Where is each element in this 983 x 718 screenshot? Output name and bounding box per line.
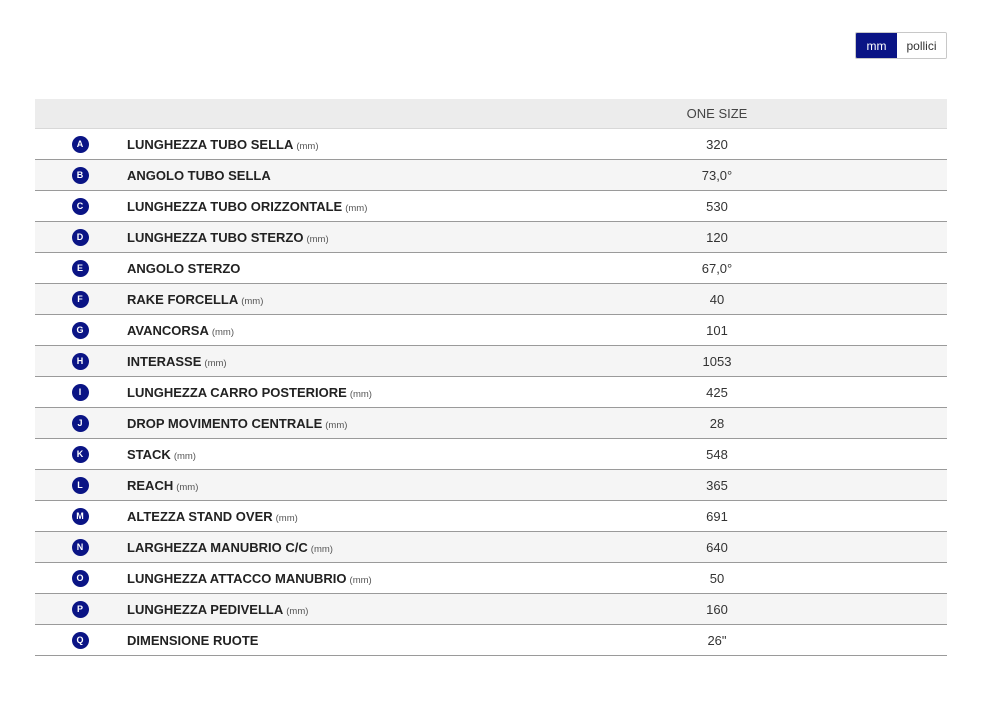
empty-cell	[857, 594, 947, 625]
measure-name: LARGHEZZA MANUBRIO C/C	[127, 539, 308, 555]
measure-unit: (mm)	[211, 326, 235, 338]
measure-label-cell	[127, 563, 577, 594]
measure-letter-badge: P	[72, 601, 89, 618]
measure-name: DROP MOVIMENTO CENTRALE	[127, 415, 323, 431]
measure-letter-badge: B	[72, 167, 89, 184]
measure-name: INTERASSE	[127, 353, 202, 369]
measure-value: 101	[577, 315, 857, 346]
measure-letter-cell	[35, 253, 127, 284]
table-row	[35, 470, 947, 501]
measure-letter-cell	[35, 160, 127, 191]
header-empty-cell	[35, 99, 127, 129]
measure-value: 28	[577, 408, 857, 439]
measure-letter-badge: L	[72, 477, 89, 494]
measure-letter-badge: I	[72, 384, 89, 401]
measure-label-cell	[127, 253, 577, 284]
measure-letter-badge: G	[72, 322, 89, 339]
unit-mm-button[interactable]: mm	[856, 33, 897, 58]
measure-letter-cell	[35, 563, 127, 594]
table-row	[35, 191, 947, 222]
measure-value: 530	[577, 191, 857, 222]
empty-cell	[857, 625, 947, 656]
table-row	[35, 160, 947, 191]
measure-name: LUNGHEZZA TUBO ORIZZONTALE	[127, 198, 343, 214]
measure-label-cell	[127, 439, 577, 470]
measure-label-cell	[127, 501, 577, 532]
measure-value: 548	[577, 439, 857, 470]
table-row	[35, 377, 947, 408]
measure-value: 320	[577, 129, 857, 160]
measure-letter-badge: M	[72, 508, 89, 525]
measure-value: 640	[577, 532, 857, 563]
measure-letter-cell	[35, 346, 127, 377]
size-column-header: ONE SIZE	[577, 99, 857, 129]
empty-cell	[857, 191, 947, 222]
empty-cell	[857, 439, 947, 470]
empty-cell	[857, 470, 947, 501]
measure-name: RAKE FORCELLA	[127, 291, 239, 307]
measure-unit: (mm)	[241, 295, 264, 307]
table-row	[35, 563, 947, 594]
measure-name: LUNGHEZZA ATTACCO MANUBRIO	[127, 570, 347, 586]
measure-letter-cell	[35, 377, 127, 408]
measure-unit: (mm)	[204, 357, 227, 369]
empty-cell	[857, 532, 947, 563]
measure-label-cell	[127, 129, 577, 160]
table-header-row	[35, 99, 947, 129]
measure-name: LUNGHEZZA CARRO POSTERIORE	[127, 384, 347, 400]
empty-cell	[857, 408, 947, 439]
table-row	[35, 346, 947, 377]
measure-unit: (mm)	[296, 140, 319, 152]
geometry-table	[35, 99, 947, 656]
table-row	[35, 284, 947, 315]
measure-value: 691	[577, 501, 857, 532]
measure-label-cell	[127, 625, 577, 656]
table-row	[35, 315, 947, 346]
measure-letter-cell	[35, 408, 127, 439]
table-row	[35, 439, 947, 470]
unit-toggle	[855, 32, 947, 59]
measure-letter-cell	[35, 532, 127, 563]
empty-cell	[857, 160, 947, 191]
measure-letter-badge: J	[72, 415, 89, 432]
measure-letter-cell	[35, 284, 127, 315]
measure-label-cell	[127, 222, 577, 253]
measure-letter-cell	[35, 315, 127, 346]
measure-label-cell	[127, 160, 577, 191]
measure-name: ANGOLO TUBO SELLA	[127, 167, 271, 183]
measure-letter-cell	[35, 470, 127, 501]
measure-value: 73,0°	[577, 160, 857, 191]
measure-unit: (mm)	[173, 450, 196, 462]
measure-letter-badge: F	[72, 291, 89, 308]
table-row	[35, 253, 947, 284]
measure-unit: (mm)	[349, 574, 372, 586]
measure-label-cell	[127, 284, 577, 315]
empty-cell	[857, 284, 947, 315]
measure-letter-badge: D	[72, 229, 89, 246]
measure-letter-cell	[35, 129, 127, 160]
measure-value: 26"	[577, 625, 857, 656]
measure-letter-badge: E	[72, 260, 89, 277]
measure-value: 50	[577, 563, 857, 594]
measure-letter-badge: Q	[72, 632, 89, 649]
measure-value: 120	[577, 222, 857, 253]
measure-label-cell	[127, 346, 577, 377]
empty-cell	[857, 315, 947, 346]
measure-letter-badge: H	[72, 353, 89, 370]
measure-name: AVANCORSA	[127, 322, 209, 338]
measure-unit: (mm)	[275, 512, 298, 524]
table-row	[35, 129, 947, 160]
empty-cell	[857, 222, 947, 253]
measure-name: REACH	[127, 477, 174, 493]
measure-letter-badge: A	[72, 136, 89, 153]
table-row	[35, 594, 947, 625]
measure-name: ANGOLO STERZO	[127, 260, 241, 276]
measure-unit: (mm)	[349, 388, 372, 400]
measure-label-cell	[127, 191, 577, 222]
measure-label-cell	[127, 594, 577, 625]
measure-name: DIMENSIONE RUOTE	[127, 632, 259, 648]
measure-letter-cell	[35, 222, 127, 253]
measure-value: 1053	[577, 346, 857, 377]
measure-value: 67,0°	[577, 253, 857, 284]
empty-cell	[857, 501, 947, 532]
unit-inch-button[interactable]: pollici	[897, 33, 946, 58]
measure-name: STACK	[127, 446, 171, 462]
measure-name: LUNGHEZZA TUBO SELLA	[127, 136, 294, 152]
measure-letter-cell	[35, 501, 127, 532]
measure-value: 160	[577, 594, 857, 625]
empty-cell	[857, 563, 947, 594]
measure-value: 40	[577, 284, 857, 315]
measure-value: 425	[577, 377, 857, 408]
measure-name: LUNGHEZZA TUBO STERZO	[127, 229, 304, 245]
measure-letter-badge: K	[72, 446, 89, 463]
table-row	[35, 408, 947, 439]
measure-unit: (mm)	[286, 605, 309, 617]
empty-cell	[857, 346, 947, 377]
empty-cell	[857, 377, 947, 408]
measure-letter-badge: C	[72, 198, 89, 215]
empty-cell	[857, 253, 947, 284]
table-row	[35, 625, 947, 656]
header-empty-cell	[857, 99, 947, 129]
measure-value: 365	[577, 470, 857, 501]
measure-name: ALTEZZA STAND OVER	[127, 508, 273, 524]
measure-name: LUNGHEZZA PEDIVELLA	[127, 601, 284, 617]
measure-label-cell	[127, 315, 577, 346]
measure-unit: (mm)	[176, 481, 199, 493]
measure-label-cell	[127, 470, 577, 501]
measure-letter-cell	[35, 191, 127, 222]
empty-cell	[857, 129, 947, 160]
measure-letter-cell	[35, 625, 127, 656]
measure-letter-cell	[35, 439, 127, 470]
measure-unit: (mm)	[310, 543, 333, 555]
measure-letter-badge: O	[72, 570, 89, 587]
measure-unit: (mm)	[306, 233, 329, 245]
table-row	[35, 501, 947, 532]
table-row	[35, 222, 947, 253]
measure-label-cell	[127, 377, 577, 408]
measure-letter-badge: N	[72, 539, 89, 556]
measure-label-cell	[127, 408, 577, 439]
table-row	[35, 532, 947, 563]
measure-unit: (mm)	[345, 202, 368, 214]
measure-label-cell	[127, 532, 577, 563]
header-empty-cell	[127, 99, 577, 129]
measure-unit: (mm)	[325, 419, 348, 431]
measure-letter-cell	[35, 594, 127, 625]
geometry-table-body	[35, 129, 947, 656]
